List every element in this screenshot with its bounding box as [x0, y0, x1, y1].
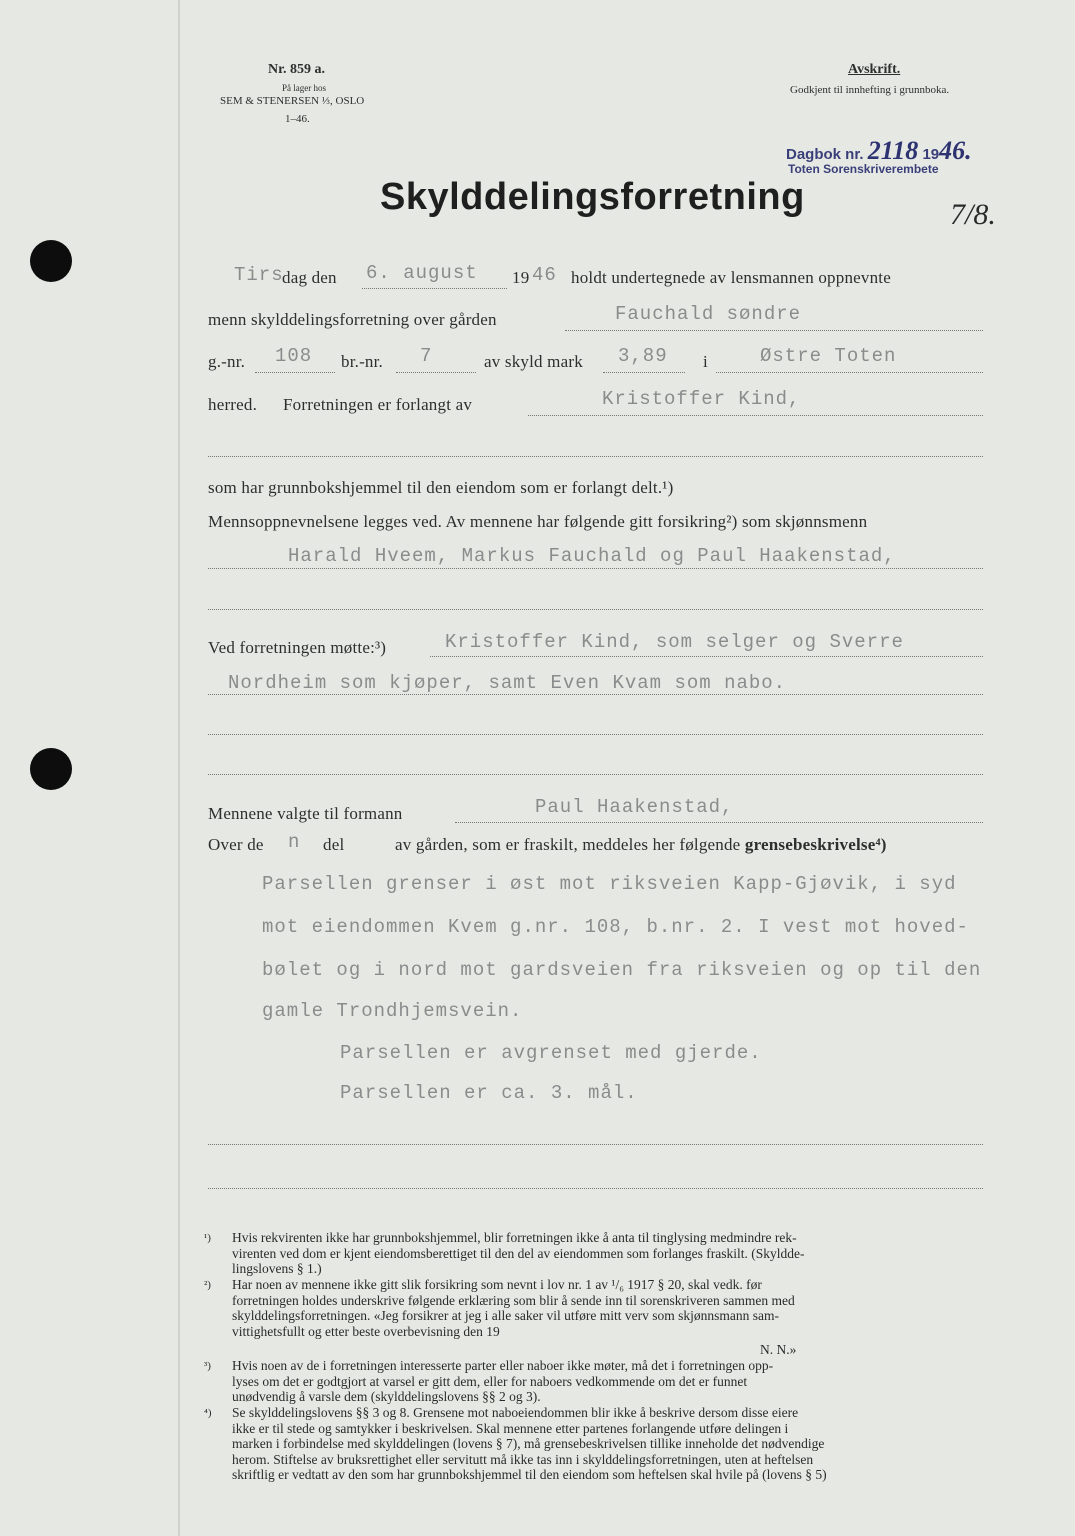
footnote-4-line: herom. Stiftelse av bruksrettighet eller servitutt må ikke tas inn i skylddelingsforretningen, uten at heftelsen — [232, 1451, 814, 1467]
footnote-4-line: skriftlig er vedtatt av den som har grunnbokshjemmel til den eiendom som heftelsen skal hvile på (lovens § 5) — [232, 1467, 827, 1482]
appraisers-handwritten: Harald Hveem, Markus Fauchald og Paul Haakenstad, — [288, 545, 896, 567]
form-number: Nr. 859 a. — [268, 62, 326, 77]
skyld-dotted-line — [603, 372, 685, 373]
footnote-4-line: Se skylddelingslovens §§ 3 og 8. Grensene mot naboeiendommen blir ikke å beskrive dersom disse eiere — [232, 1405, 799, 1420]
footnote-4-line: marken i forbindelse med skylddelingen (lovens § 7), må grensebeskrivelsen tillike inneholde det nødvendige — [232, 1436, 825, 1451]
appointment-line: Mennsoppnevnelsene legges ved. Av mennene har følgende gitt forsikring²) som skjønnsmenn — [208, 512, 868, 531]
footnote-1-line: Hvis rekvirenten ikke har grunnbokshjemmel, blir forretningen ikke å anta til tinglysing medmindre rek- — [232, 1230, 797, 1245]
blank-dotted-line-4 — [208, 774, 983, 775]
boundary-text: av gården, som er fraskilt, meddeles her følgende — [395, 835, 741, 854]
footnote-2-line: skylddelingsforretningen. «Jeg forsikrer at jeg i alle saker vil utføre mitt verv som skjønnsmann sam- — [232, 1308, 780, 1323]
municipality-dotted-line — [716, 372, 983, 373]
footnote-2-line: forretningen holdes underskrive følgende erklæring som blir å sende inn til sorenskriveren sammen med — [232, 1292, 795, 1308]
grunnbok-line: som har grunnbokshjemmel til den eiendom som er forlangt delt.¹) — [208, 478, 674, 497]
farm-dotted-line — [565, 330, 983, 331]
avskrift-label: Avskrift. — [848, 62, 901, 77]
met-dotted-line-1 — [430, 656, 983, 657]
intro-rest: holdt undertegnede av lensmannen oppnevnte — [571, 268, 891, 287]
footnote-3-line: unødvendig å varsle dem (skylddelingslovens §§ 2 og 3). — [232, 1389, 541, 1404]
publisher: SEM & STENERSEN ⅓, OSLO — [220, 95, 365, 107]
boundary-heading: grensebeskrivelse⁴) — [744, 835, 887, 854]
day-handwritten: Tirs — [234, 264, 284, 286]
document-title: Skylddelingsforretning — [380, 176, 805, 218]
farm-label: menn skylddelingsforretning over gården — [208, 310, 497, 329]
blank-dotted-line-3 — [208, 734, 983, 735]
footnote-2-line: vittighetsfullt og etter beste overbevisning den 19 — [232, 1323, 500, 1339]
godkjent-label: Godkjent til innhefting i grunnboka. — [790, 84, 950, 96]
stamp-year-suffix: 46. — [939, 136, 972, 165]
gnr-handwritten: 108 — [275, 345, 313, 367]
blank-dotted-line-2 — [208, 609, 983, 610]
bnr-handwritten: 7 — [420, 345, 433, 367]
stamp-year-prefix: 19 — [922, 146, 940, 163]
chairman-label: Mennene valgte til formann — [208, 804, 403, 823]
i-label: i — [703, 352, 708, 371]
met-label: Ved forretningen møtte:³) — [208, 638, 387, 657]
skyld-handwritten: 3,89 — [618, 345, 668, 367]
blank-dotted-line-1 — [208, 456, 983, 457]
boundary-line-4: gamle Trondhjemsvein. — [262, 1000, 523, 1022]
stamp-office: Toten Sorenskriverembete — [788, 162, 939, 176]
skyld-label: av skyld mark — [484, 352, 583, 371]
boundary-line-2: mot eiendommen Kvem g.nr. 108, b.nr. 2. I vest mot hoved- — [262, 916, 969, 938]
footnote-3-number: ³) — [204, 1360, 211, 1372]
chairman-handwritten: Paul Haakenstad, — [535, 796, 734, 818]
boundary-line-3: bølet og i nord mot gardsveien fra riksveien og op til den — [262, 959, 982, 981]
municipality-handwritten: Østre Toten — [760, 345, 897, 367]
footnote-2 — [232, 1277, 795, 1339]
dagbok-prefix: Dagbok nr. — [786, 146, 864, 163]
date-note: 7/8. — [950, 198, 996, 231]
bnr-label: br.-nr. — [341, 352, 384, 371]
date-dotted-line — [362, 288, 507, 289]
footnote-2-signature: N. N.» — [760, 1342, 797, 1357]
requester-dotted-line — [528, 415, 983, 416]
bnr-dotted-line — [396, 372, 476, 373]
over-handwritten: n — [288, 831, 301, 853]
farm-handwritten: Fauchald søndre — [615, 303, 802, 325]
met-dotted-line-2 — [208, 694, 983, 695]
met-handwritten-1: Kristoffer Kind, som selger og Sverre — [445, 631, 904, 653]
blank-dotted-line-6 — [208, 1188, 983, 1189]
gnr-dotted-line — [255, 372, 335, 373]
footnote-3-line: Hvis noen av de i forretningen interesserte parter eller naboer ikke møter, må det i forretningen opp- — [232, 1358, 774, 1373]
herred-label: herred. — [208, 395, 258, 414]
footnote-1-number: ¹) — [204, 1232, 211, 1244]
stock-line: På lager hos — [282, 83, 326, 93]
footnote-3-line: lyses om det er godtgjort at varsel er gitt dem, eller for naboers vedkommende om det er funnet — [232, 1373, 748, 1389]
met-handwritten-2: Nordheim som kjøper, samt Even Kvam som nabo. — [228, 672, 787, 694]
boundary-line-6: Parsellen er ca. 3. mål. — [340, 1082, 638, 1104]
blank-dotted-line-5 — [208, 1144, 983, 1145]
footnote-2-number: ²) — [204, 1279, 211, 1291]
dagbok-number: 2118 — [867, 136, 919, 165]
footnote-1-line: virenten ved dom er kjent eiendomsberettiget til den del av eiendommen som forlanges fraskilt. (Skyldde- — [232, 1245, 805, 1261]
footnote-4-line: ikke er til stede og samtykker i beskrivelsen. Skal mennene etter partenes forlangende utføre delingen i — [232, 1420, 789, 1436]
requested-label: Forretningen er forlangt av — [283, 395, 473, 414]
over-label: Over de — [208, 835, 264, 854]
date-handwritten: 6. august — [366, 262, 478, 284]
boundary-line-5: Parsellen er avgrenset med gjerde. — [340, 1042, 762, 1064]
chairman-dotted-line — [455, 822, 983, 823]
punch-hole-top — [30, 240, 72, 282]
gnr-label: g.-nr. — [208, 352, 246, 371]
del-label: del — [323, 835, 345, 854]
footnote-4-number: ⁴) — [204, 1407, 212, 1419]
day-label: dag den — [282, 268, 337, 287]
page-fold-line — [178, 0, 180, 1536]
footnote-1-line: lingslovens § 1.) — [232, 1261, 322, 1276]
boundary-intro — [395, 835, 887, 855]
footnote-1 — [232, 1230, 804, 1277]
punch-hole-bottom — [30, 748, 72, 790]
requester-handwritten: Kristoffer Kind, — [602, 388, 801, 410]
edition: 1–46. — [285, 113, 310, 125]
year-prefix: 19 — [512, 268, 530, 287]
footnote-2-line: Har noen av mennene ikke gitt slik forsikring som nevnt i lov nr. 1 av ¹/₆ 1917 § 20, skal vedk. før — [232, 1277, 762, 1292]
appraisers-dotted-line — [208, 568, 983, 569]
year-handwritten: 46 — [532, 264, 557, 286]
footnote-4 — [232, 1405, 827, 1483]
boundary-line-1: Parsellen grenser i øst mot riksveien Kapp-Gjøvik, i syd — [262, 873, 957, 895]
footnote-3 — [232, 1358, 773, 1405]
